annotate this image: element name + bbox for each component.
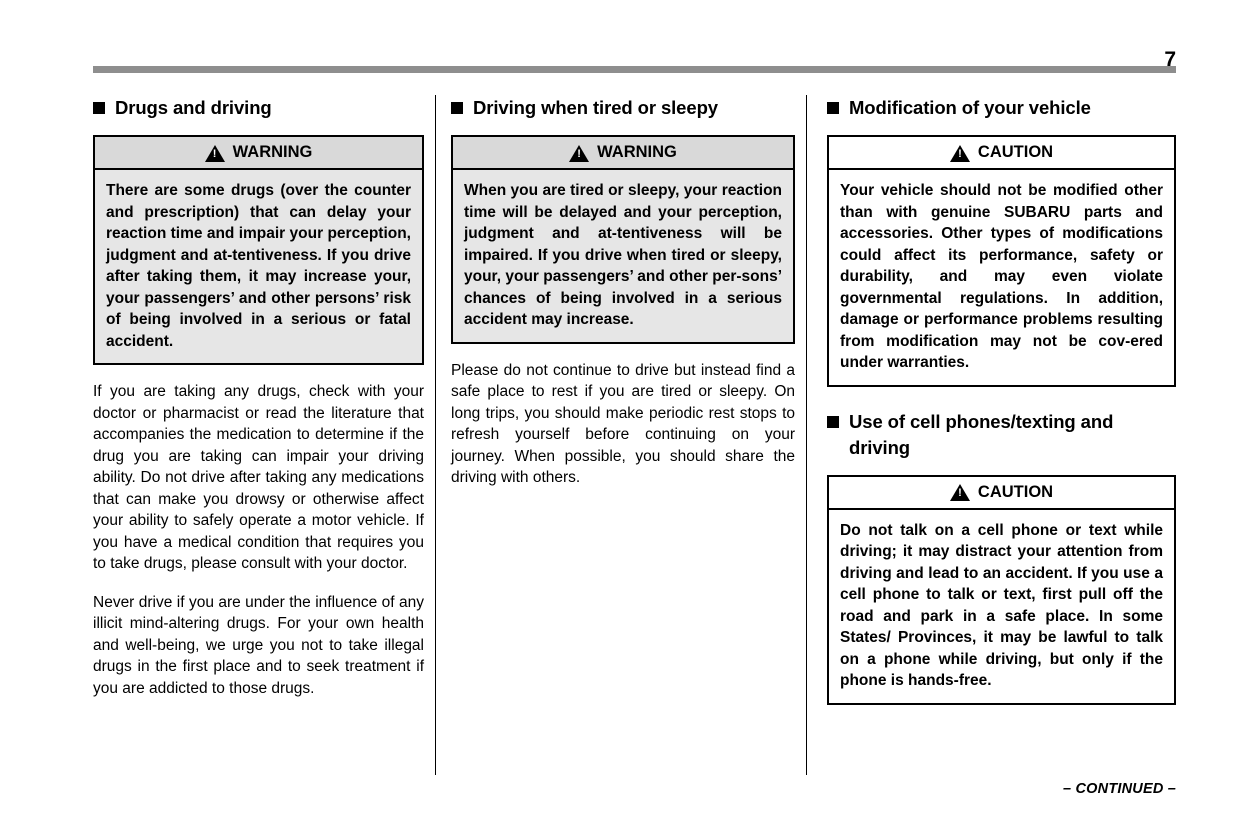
content-columns <box>93 95 1176 775</box>
warning-box-drugs <box>93 135 424 365</box>
column-drugs-and-driving <box>93 95 435 775</box>
column-modification-and-cell-phones <box>806 95 1176 775</box>
page-header <box>93 48 1176 78</box>
paragraph-tired-1: Please do not continue to drive but instead find a safe place to rest if you are tired or sleepy. On long trips, you should make periodic rest stops to refresh yourself before continuing on your journey. When possible, you should share the driving with others. <box>451 361 795 486</box>
section-heading-driving-when-tired <box>451 95 795 121</box>
caution-box-header <box>829 477 1174 510</box>
warning-box-text: There are some drugs (over the counter and prescription) that can delay your reaction time and impair your perception, judgment and at-tentiveness. If you drive after taking them, it may increase your, your passengers’ and other persons’ risk of being involved in a serious or fatal accident. <box>95 170 422 363</box>
warning-triangle-icon <box>950 484 970 501</box>
section-heading-drugs-and-driving <box>93 95 424 121</box>
column-driving-when-tired <box>435 95 806 775</box>
warning-box-tired <box>451 135 795 344</box>
warning-box-text: When you are tired or sleepy, your reaction time will be delayed and your perception, judgment and at-tentiveness will be impaired. If you drive when tired or sleepy, your, your passengers’ and other per-sons’ chances of being involved in a serious accident may increase. <box>453 170 793 342</box>
square-bullet-icon <box>827 102 839 114</box>
section-heading-label: Drugs and driving <box>115 97 272 118</box>
caution-box-text: Do not talk on a cell phone or text while driving; it may distract your attention from driving and lead to an accident. If you use a cell phone to talk or text, first pull off the road and park in a safe place. In some States/ Provinces, it may be lawful to talk on a phone while driving, but only if the phone is hands-free. <box>829 510 1174 703</box>
warning-box-header <box>95 137 422 170</box>
header-rule <box>93 66 1176 73</box>
section-heading-cell-phones <box>827 409 1176 461</box>
caution-box-text: Your vehicle should not be modified other than with genuine SUBARU parts and accessories. Other types of modifications could affect its performance, safety or durability, and may even violate governmental regulations. In addition, damage or performance problems resulting from modification may not be cov-ered under warranties. <box>829 170 1174 385</box>
section-heading-label: Modification of your vehicle <box>849 97 1091 118</box>
section-heading-label: Driving when tired or sleepy <box>473 97 718 118</box>
square-bullet-icon <box>451 102 463 114</box>
page-number: 7 <box>1164 48 1176 71</box>
paragraph-drugs-1: If you are taking any drugs, check with your doctor or pharmacist or read the literature that accompanies the medication to determine if the drug you are taking can impair your driving ability. Do not drive after taking any medications that can make you drowsy or otherwise affect your ability to safely operate a motor vehicle. If you have a medical condition that requires you to take drugs, please consult with your doctor. <box>93 383 424 572</box>
warning-box-label: WARNING <box>597 143 677 161</box>
caution-box-modification <box>827 135 1176 387</box>
caution-box-cell-phones <box>827 475 1176 705</box>
section-heading-modification <box>827 95 1176 121</box>
warning-triangle-icon <box>205 145 225 162</box>
caution-box-label: CAUTION <box>977 143 1054 161</box>
section-heading-label: Use of cell phones/texting and driving <box>849 410 1114 458</box>
square-bullet-icon <box>93 102 105 114</box>
warning-box-label: WARNING <box>232 143 313 161</box>
warning-triangle-icon <box>569 145 589 162</box>
paragraph-drugs-2: Never drive if you are under the influence of any illicit mind-altering drugs. For your own health and well-being, we urge you not to take illegal drugs in the first place and to seek treatment if you are addicted to those drugs. <box>93 593 424 697</box>
caution-box-header <box>829 137 1174 170</box>
caution-box-label: CAUTION <box>977 482 1054 501</box>
warning-box-header <box>453 137 793 170</box>
square-bullet-icon <box>827 416 839 428</box>
section-spacer <box>827 387 1176 409</box>
warning-triangle-icon <box>950 145 970 162</box>
continued-footer: – CONTINUED – <box>1063 781 1176 797</box>
